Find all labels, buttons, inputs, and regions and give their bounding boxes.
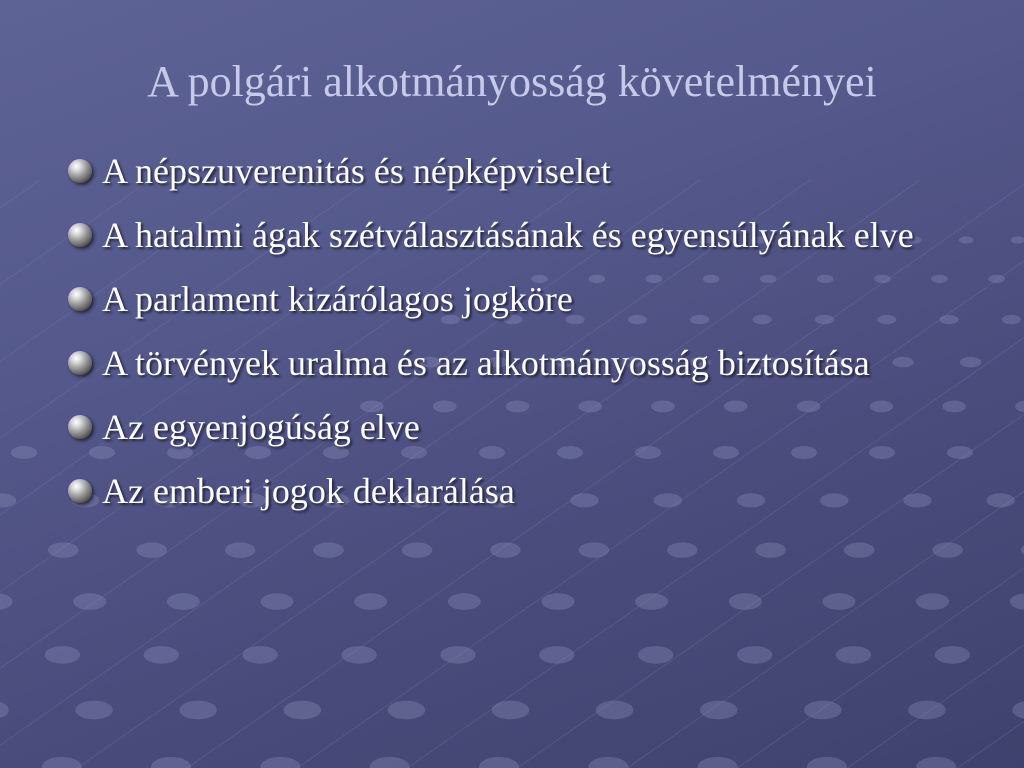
sphere-bullet-icon bbox=[68, 415, 92, 439]
sphere-bullet-icon bbox=[68, 351, 92, 375]
sphere-bullet-icon bbox=[68, 159, 92, 183]
slide-title: A polgári alkotmányosság követelményei bbox=[147, 57, 877, 106]
bullet-list bbox=[66, 144, 926, 528]
bullet-item bbox=[66, 144, 926, 198]
bullet-text: A népszuverenitás és népképviselet bbox=[102, 151, 611, 191]
bullet-item bbox=[66, 464, 926, 518]
bullet-text: Az egyenjogúság elve bbox=[102, 407, 420, 447]
sphere-bullet-icon bbox=[68, 287, 92, 311]
bullet-text: A parlament kizárólagos jogköre bbox=[102, 279, 573, 319]
bullet-item bbox=[66, 272, 926, 326]
bullet-item bbox=[66, 400, 926, 454]
bullet-item bbox=[66, 208, 926, 262]
bullet-text: A hatalmi ágak szétválasztásának és egyensúlyának elve bbox=[102, 215, 914, 255]
sphere-bullet-icon bbox=[68, 479, 92, 503]
bullet-item bbox=[66, 336, 926, 390]
sphere-bullet-icon bbox=[68, 223, 92, 247]
bullet-text: Az emberi jogok deklarálása bbox=[102, 471, 515, 511]
bullet-text: A törvények uralma és az alkotmányosság biztosítása bbox=[102, 343, 870, 383]
